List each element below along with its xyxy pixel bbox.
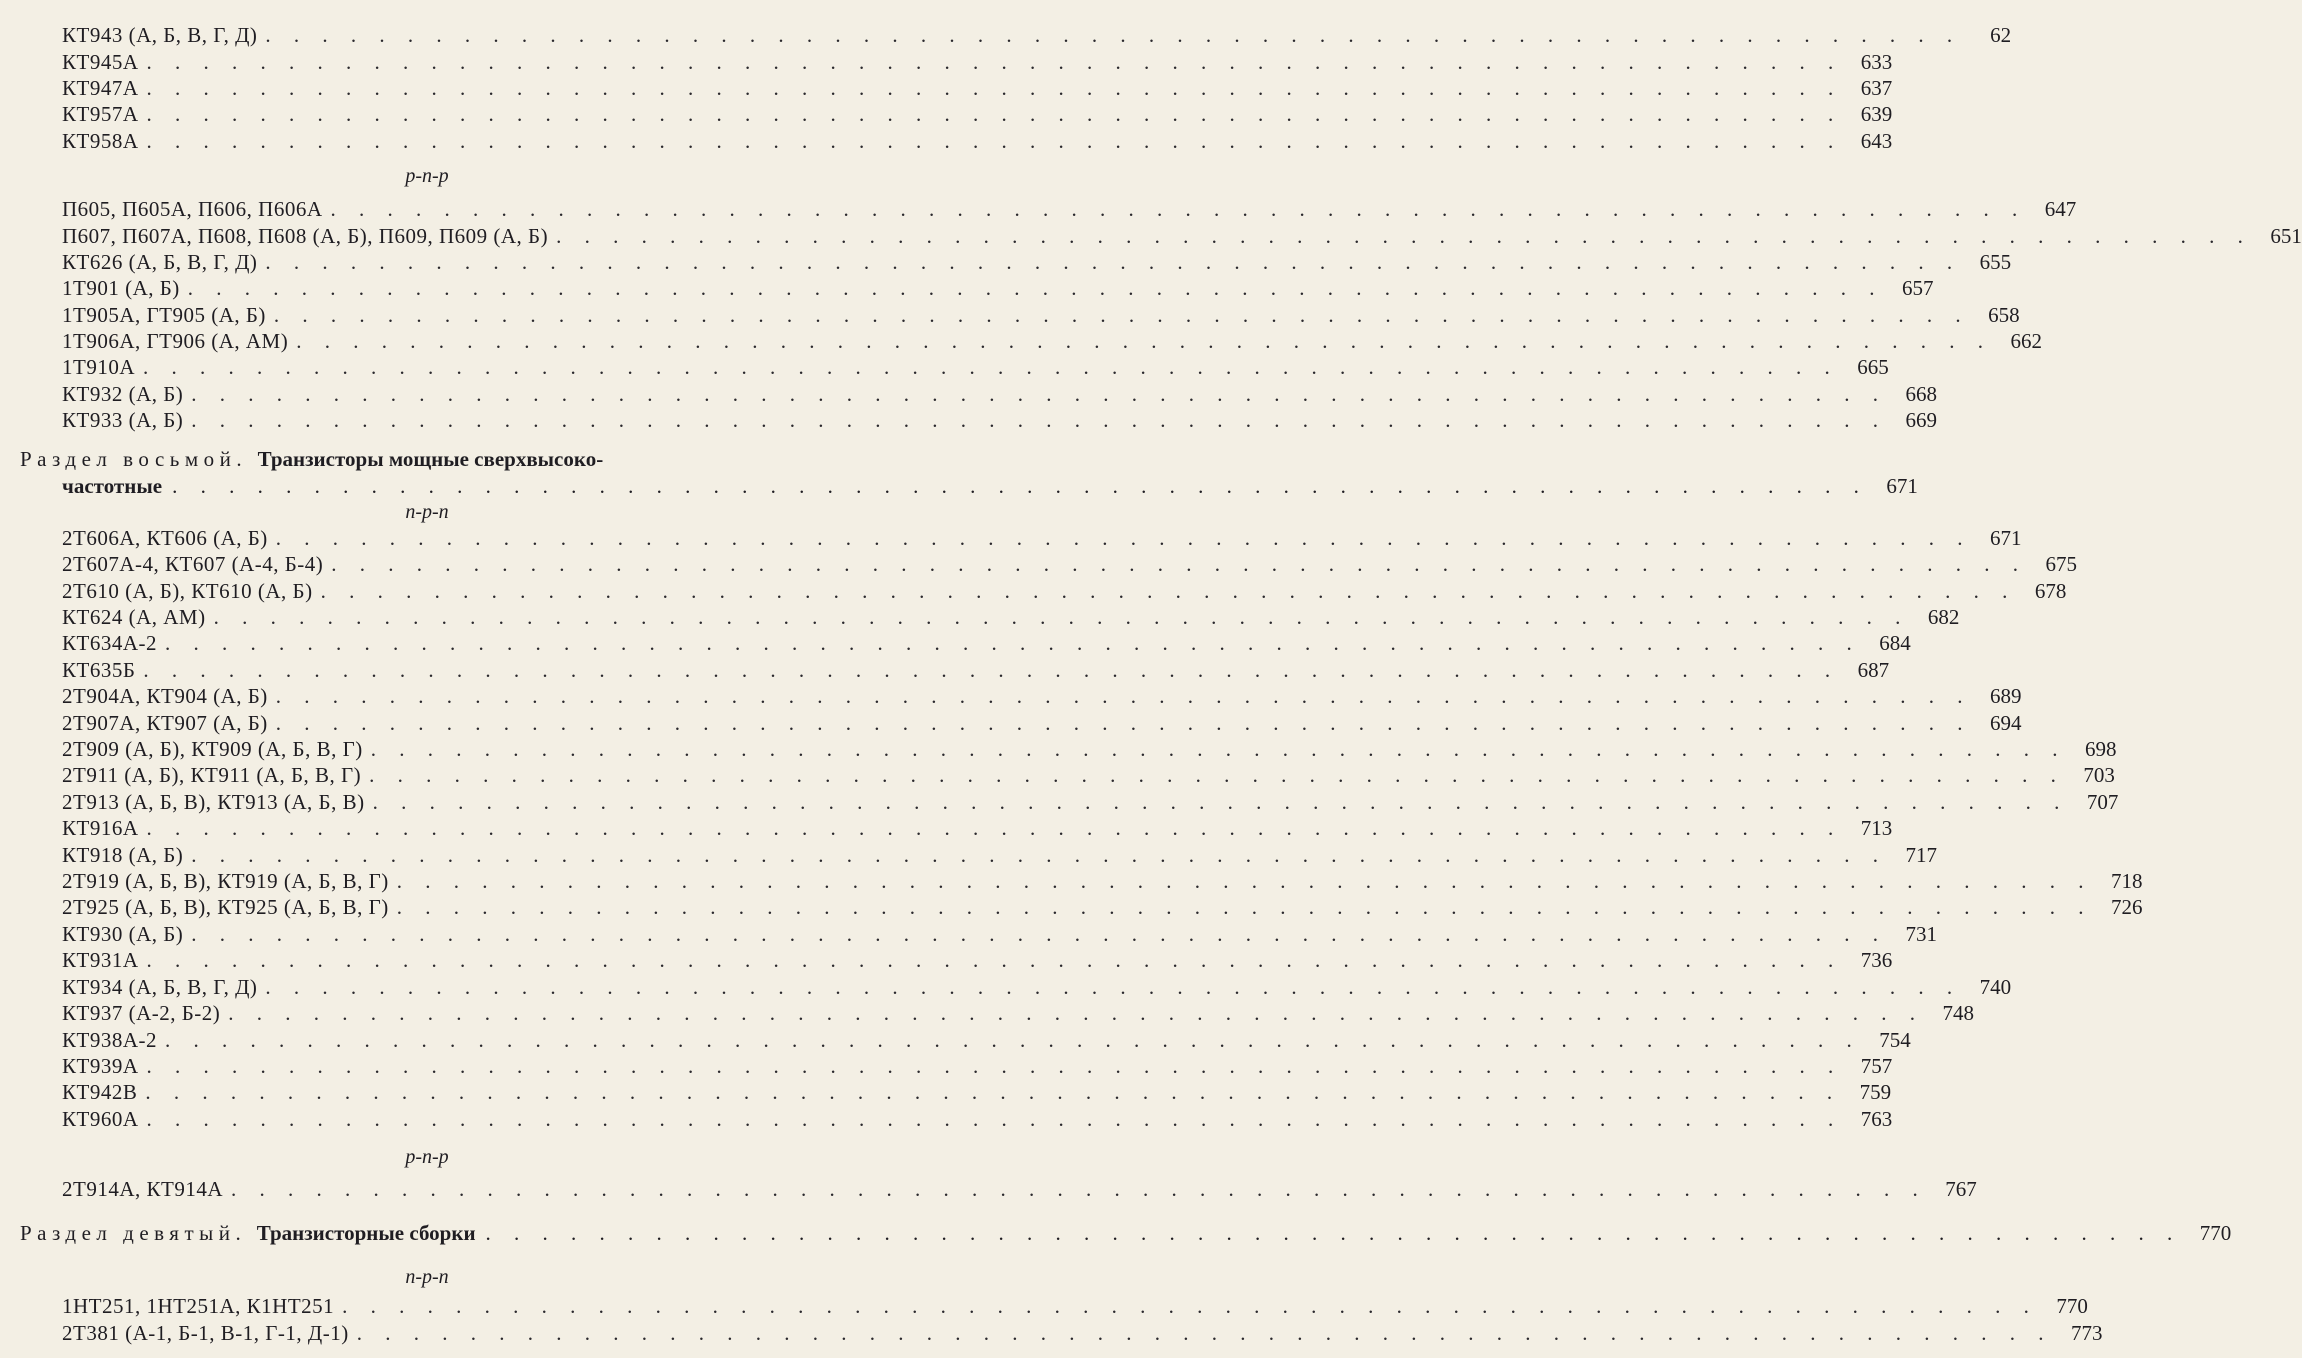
toc-entry: КТ626 (А, Б, В, Г, Д) . . . . . . . . . . . . . . . . . . . . . . . . . . . . . . . . . . . . . . . . . . . . . . . . . . . . . . . . . . . . 655 <box>62 250 2012 274</box>
toc-entry: КТ930 (А, Б) . . . . . . . . . . . . . . . . . . . . . . . . . . . . . . . . . . . . . . . . . . . . . . . . . . . . . . . . . . . . 731 <box>62 922 1938 946</box>
toc-entry: КТ624 (А, АМ) . . . . . . . . . . . . . . . . . . . . . . . . . . . . . . . . . . . . . . . . . . . . . . . . . . . . . . . . . . . . 682 <box>62 605 1960 629</box>
section-heading-9: Раздел девятый. Транзисторные сборки . . . . . . . . . . . . . . . . . . . . . . . . . . . . . . . . . . . . . . . . . . . . . . . . . . . . . . . . . . . . 770 <box>20 1221 2232 1245</box>
toc-entry: П607, П607А, П608, П608 (А, Б), П609, П609 (А, Б) . . . . . . . . . . . . . . . . . . . . . . . . . . . . . . . . . . . . . . . . . . . . . . . . . . . . . . . . . . . . 651 <box>62 224 2302 248</box>
toc-entry: 2Т907А, КТ907 (А, Б) . . . . . . . . . . . . . . . . . . . . . . . . . . . . . . . . . . . . . . . . . . . . . . . . . . . . . . . . . . . . 694 <box>62 711 2022 735</box>
toc-entry: КТ957А . . . . . . . . . . . . . . . . . . . . . . . . . . . . . . . . . . . . . . . . . . . . . . . . . . . . . . . . . . . . 639 <box>62 102 1893 126</box>
toc-entry: 2Т919 (А, Б, В), КТ919 (А, Б, В, Г) . . . . . . . . . . . . . . . . . . . . . . . . . . . . . . . . . . . . . . . . . . . . . . . . . . . . . . . . . . . . 718 <box>62 869 2143 893</box>
toc-entry: 2Т606А, КТ606 (А, Б) . . . . . . . . . . . . . . . . . . . . . . . . . . . . . . . . . . . . . . . . . . . . . . . . . . . . . . . . . . . . 671 <box>62 526 2022 550</box>
toc-entry: 1НТ251, 1НТ251А, К1НТ251 . . . . . . . . . . . . . . . . . . . . . . . . . . . . . . . . . . . . . . . . . . . . . . . . . . . . . . . . . . . . 770 <box>62 1294 2088 1318</box>
toc-entry: 1Т906А, ГТ906 (А, АМ) . . . . . . . . . . . . . . . . . . . . . . . . . . . . . . . . . . . . . . . . . . . . . . . . . . . . . . . . . . . . 662 <box>62 329 2042 353</box>
subheading-npn: п-р-п <box>405 1266 449 1288</box>
toc-entry: КТ918 (А, Б) . . . . . . . . . . . . . . . . . . . . . . . . . . . . . . . . . . . . . . . . . . . . . . . . . . . . . . . . . . . . 717 <box>62 843 1938 867</box>
toc-entry: КТ947А . . . . . . . . . . . . . . . . . . . . . . . . . . . . . . . . . . . . . . . . . . . . . . . . . . . . . . . . . . . . 637 <box>62 76 1893 100</box>
subheading-pnp: р-п-р <box>405 1146 449 1168</box>
toc-entry: 2Т610 (А, Б), КТ610 (А, Б) . . . . . . . . . . . . . . . . . . . . . . . . . . . . . . . . . . . . . . . . . . . . . . . . . . . . . . . . . . . . 678 <box>62 579 2067 603</box>
toc-entry: 2Т925 (А, Б, В), КТ925 (А, Б, В, Г) . . . . . . . . . . . . . . . . . . . . . . . . . . . . . . . . . . . . . . . . . . . . . . . . . . . . . . . . . . . . 726 <box>62 895 2143 919</box>
toc-entry: КТ958А . . . . . . . . . . . . . . . . . . . . . . . . . . . . . . . . . . . . . . . . . . . . . . . . . . . . . . . . . . . . 643 <box>62 129 1893 153</box>
toc-entry: 2Т607А-4, КТ607 (А-4, Б-4) . . . . . . . . . . . . . . . . . . . . . . . . . . . . . . . . . . . . . . . . . . . . . . . . . . . . . . . . . . . . 675 <box>62 552 2078 576</box>
toc-entry: 2Т381 (А-1, Б-1, В-1, Г-1, Д-1) . . . . . . . . . . . . . . . . . . . . . . . . . . . . . . . . . . . . . . . . . . . . . . . . . . . . . . . . . . . . 773 <box>62 1321 2103 1345</box>
toc-entry: 1Т905А, ГТ905 (А, Б) . . . . . . . . . . . . . . . . . . . . . . . . . . . . . . . . . . . . . . . . . . . . . . . . . . . . . . . . . . . . 658 <box>62 303 2020 327</box>
toc-entry: КТ945А . . . . . . . . . . . . . . . . . . . . . . . . . . . . . . . . . . . . . . . . . . . . . . . . . . . . . . . . . . . . 633 <box>62 50 1893 74</box>
toc-entry: 1Т910А . . . . . . . . . . . . . . . . . . . . . . . . . . . . . . . . . . . . . . . . . . . . . . . . . . . . . . . . . . . . 665 <box>62 355 1889 379</box>
toc-entry: КТ932 (А, Б) . . . . . . . . . . . . . . . . . . . . . . . . . . . . . . . . . . . . . . . . . . . . . . . . . . . . . . . . . . . . 668 <box>62 382 1938 406</box>
toc-entry: 2Т914А, КТ914А . . . . . . . . . . . . . . . . . . . . . . . . . . . . . . . . . . . . . . . . . . . . . . . . . . . . . . . . . . . . 767 <box>62 1177 1977 1201</box>
toc-entry: КТ934 (А, Б, В, Г, Д) . . . . . . . . . . . . . . . . . . . . . . . . . . . . . . . . . . . . . . . . . . . . . . . . . . . . . . . . . . . . 740 <box>62 975 2012 999</box>
toc-entry: КТ933 (А, Б) . . . . . . . . . . . . . . . . . . . . . . . . . . . . . . . . . . . . . . . . . . . . . . . . . . . . . . . . . . . . 669 <box>62 408 1938 432</box>
toc-entry: 2Т909 (А, Б), КТ909 (А, Б, В, Г) . . . . . . . . . . . . . . . . . . . . . . . . . . . . . . . . . . . . . . . . . . . . . . . . . . . . . . . . . . . . 698 <box>62 737 2117 761</box>
toc-entry: 2Т904А, КТ904 (А, Б) . . . . . . . . . . . . . . . . . . . . . . . . . . . . . . . . . . . . . . . . . . . . . . . . . . . . . . . . . . . . 689 <box>62 684 2022 708</box>
toc-entry: КТ635Б . . . . . . . . . . . . . . . . . . . . . . . . . . . . . . . . . . . . . . . . . . . . . . . . . . . . . . . . . . . . 687 <box>62 658 1890 682</box>
toc-entry: КТ960А . . . . . . . . . . . . . . . . . . . . . . . . . . . . . . . . . . . . . . . . . . . . . . . . . . . . . . . . . . . . 763 <box>62 1107 1893 1131</box>
toc-entry: КТ939А . . . . . . . . . . . . . . . . . . . . . . . . . . . . . . . . . . . . . . . . . . . . . . . . . . . . . . . . . . . . 757 <box>62 1054 1893 1078</box>
toc-entry: КТ943 (А, Б, В, Г, Д) . . . . . . . . . . . . . . . . . . . . . . . . . . . . . . . . . . . . . . . . . . . . . . . . . . . . . . . . . . . . 62 <box>62 23 2012 47</box>
section-heading-8: Раздел восьмой. Транзисторы мощные сверхвысоко- частотные . . . . . . . . . . . . . . . . . . . . . . . . . . . . . . . . . . . . . . . . . . . . . . . . . . . . . . . . . . . . 671 <box>20 447 1918 498</box>
toc-entry: 2Т913 (А, Б, В), КТ913 (А, Б, В) . . . . . . . . . . . . . . . . . . . . . . . . . . . . . . . . . . . . . . . . . . . . . . . . . . . . . . . . . . . . 707 <box>62 790 2119 814</box>
toc-entry: 1Т901 (А, Б) . . . . . . . . . . . . . . . . . . . . . . . . . . . . . . . . . . . . . . . . . . . . . . . . . . . . . . . . . . . . 657 <box>62 276 1934 300</box>
toc-entry: КТ916А . . . . . . . . . . . . . . . . . . . . . . . . . . . . . . . . . . . . . . . . . . . . . . . . . . . . . . . . . . . . 713 <box>62 816 1893 840</box>
toc-entry: КТ931А . . . . . . . . . . . . . . . . . . . . . . . . . . . . . . . . . . . . . . . . . . . . . . . . . . . . . . . . . . . . 736 <box>62 948 1893 972</box>
toc-entry: 2Т911 (А, Б), КТ911 (А, Б, В, Г) . . . . . . . . . . . . . . . . . . . . . . . . . . . . . . . . . . . . . . . . . . . . . . . . . . . . . . . . . . . . 703 <box>62 763 2115 787</box>
toc-entry: КТ942В . . . . . . . . . . . . . . . . . . . . . . . . . . . . . . . . . . . . . . . . . . . . . . . . . . . . . . . . . . . . 759 <box>62 1080 1892 1104</box>
toc-entry: КТ937 (А-2, Б-2) . . . . . . . . . . . . . . . . . . . . . . . . . . . . . . . . . . . . . . . . . . . . . . . . . . . . . . . . . . . . 748 <box>62 1001 1975 1025</box>
toc-entry: П605, П605А, П606, П606А . . . . . . . . . . . . . . . . . . . . . . . . . . . . . . . . . . . . . . . . . . . . . . . . . . . . . . . . . . . . 647 <box>62 197 2077 221</box>
toc-entry: КТ938А-2 . . . . . . . . . . . . . . . . . . . . . . . . . . . . . . . . . . . . . . . . . . . . . . . . . . . . . . . . . . . . 754 <box>62 1028 1911 1052</box>
subheading-pnp: р-п-р <box>405 165 449 187</box>
toc-entry: КТ634А-2 . . . . . . . . . . . . . . . . . . . . . . . . . . . . . . . . . . . . . . . . . . . . . . . . . . . . . . . . . . . . 684 <box>62 631 1911 655</box>
subheading-npn: п-р-п <box>405 501 449 523</box>
